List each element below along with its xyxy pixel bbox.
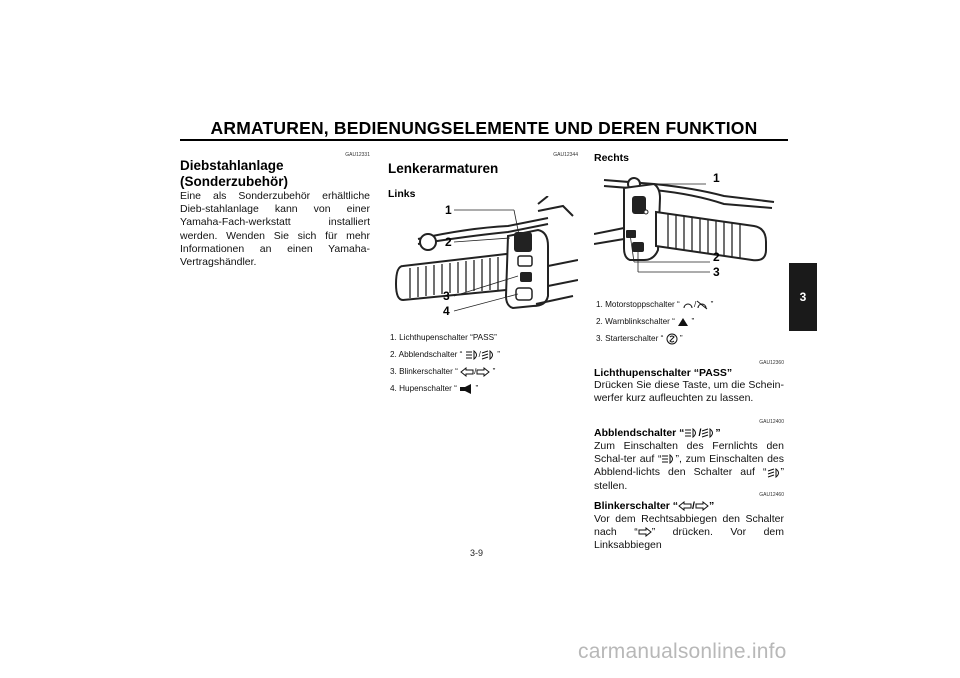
caption-horn: 4. Hupenschalter “ ” <box>390 384 479 393</box>
engine-run-icon <box>682 300 694 310</box>
low-beam-icon <box>481 350 495 360</box>
turn-right-icon <box>638 527 652 537</box>
left-handlebar-illustration <box>388 196 578 326</box>
section-body-turn: Vor dem Rechtsabbiegen den Schalter nach “ ” drücken. Vor dem Linksabbiegen <box>594 513 784 552</box>
header-rule <box>180 139 788 141</box>
section-title-anti-theft: Diebstahlanlage (Sonderzubehör) <box>180 158 288 189</box>
section-code: GAU12331 <box>345 152 370 158</box>
callout-2: 2 <box>445 235 452 249</box>
caption-dimmer: 2. Abblendschalter “ / ” <box>390 350 500 359</box>
section-title-dimmer: Abblendschalter “ / ” <box>594 427 721 439</box>
section-title-turn: Blinkerschalter “ / ” <box>594 500 715 512</box>
callout-4: 4 <box>443 304 450 318</box>
callout-1: 1 <box>713 171 720 185</box>
section-body-anti-theft: Eine als Sonderzubehör erhältliche Dieb-stahlanlage kann von einer Yamaha-Fach-werkstatt installiert werden. Wenden Sie sich für mehr Informationen an einen Yamaha-Vertragshändler. <box>180 190 370 269</box>
section-title-pass: Lichthupenschalter “PASS” <box>594 367 733 379</box>
caption-pass: 1. Lichthupenschalter “PASS” <box>390 333 497 342</box>
page-header-title: ARMATUREN, BEDIENUNGSELEMENTE UND DEREN FUNKTION <box>210 118 758 138</box>
section-body-dimmer: Zum Einschalten des Fernlichts den Schal-ter auf “ ”, zum Einschalten des Abblend-lichts den Schalter auf “ ” stellen. <box>594 440 784 492</box>
section-code: GAU12460 <box>759 492 784 498</box>
caption-list-left <box>390 329 500 397</box>
caption-starter: 3. Starterschalter “ ” <box>596 334 683 343</box>
turn-left-icon <box>678 501 692 511</box>
section-code: GAU12360 <box>759 360 784 366</box>
chapter-tab: 3 <box>789 263 817 331</box>
caption-turn: 3. Blinkerschalter “ / ” <box>390 367 496 376</box>
turn-left-icon <box>460 367 474 377</box>
section-code: GAU12400 <box>759 419 784 425</box>
watermark: carmanualsonline.info <box>578 640 787 663</box>
right-switches-label: Rechts <box>594 152 630 164</box>
callout-3: 3 <box>713 265 720 279</box>
turn-right-icon <box>476 367 490 377</box>
callout-2: 2 <box>713 250 720 264</box>
starter-icon <box>666 333 678 345</box>
hazard-icon <box>677 317 689 327</box>
caption-list-right <box>596 296 713 347</box>
left-switches-label: Links <box>388 188 416 200</box>
caption-hazard: 2. Warnblinkschalter “ ” <box>596 317 695 326</box>
callout-1: 1 <box>445 203 452 217</box>
callout-3: 3 <box>443 289 450 303</box>
horn-icon <box>459 384 473 394</box>
high-beam-icon <box>661 454 675 464</box>
low-beam-icon <box>701 428 715 438</box>
turn-right-icon <box>695 501 709 511</box>
engine-stop-icon <box>696 300 708 310</box>
section-title-handlebar-switches: Lenkerarmaturen <box>388 161 499 176</box>
low-beam-icon <box>767 468 781 478</box>
high-beam-icon <box>684 428 698 438</box>
caption-engine-stop: 1. Motorstoppschalter “ / ” <box>596 300 714 309</box>
right-handlebar-illustration <box>594 164 784 282</box>
section-body-pass: Drücken Sie diese Taste, um die Schein-werfer kurz aufleuchten zu lassen. <box>594 379 784 405</box>
section-code: GAU12344 <box>553 152 578 158</box>
page-number: 3-9 <box>470 548 484 558</box>
high-beam-icon <box>465 350 479 360</box>
